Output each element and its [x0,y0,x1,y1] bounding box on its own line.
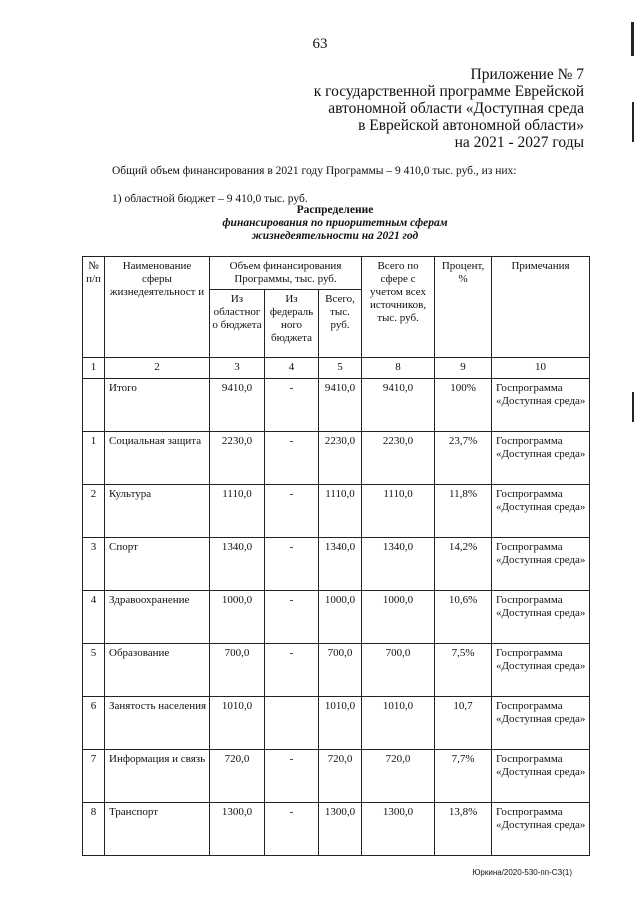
annex-line-3: автономной области «Доступная среда [328,100,584,117]
row-name: Занятость населения [105,697,210,750]
table-row [83,485,590,538]
table-title [190,204,480,243]
row-federal [265,697,319,750]
row-note: Госпрограмма «Доступная среда» [492,591,590,644]
row-federal: - [265,750,319,803]
row-note: Госпрограмма «Доступная среда» [492,379,590,432]
row-number: 7 [83,750,105,803]
document-footer-code: Юркина/2020-530-пп-СЗ(1) [472,868,572,877]
column-number: 8 [362,358,435,379]
header-regional: Из областног о бюджета [210,290,265,358]
column-number: 3 [210,358,265,379]
row-percent: 10,7 [435,697,492,750]
row-all-sources: 1300,0 [362,803,435,856]
column-number: 1 [83,358,105,379]
table-title-line-1: Распределение [296,204,374,216]
row-percent: 7,7% [435,750,492,803]
row-regional: 9410,0 [210,379,265,432]
row-federal: - [265,803,319,856]
row-percent: 13,8% [435,803,492,856]
row-name: Здравоохранение [105,591,210,644]
row-all-sources: 1340,0 [362,538,435,591]
row-regional: 2230,0 [210,432,265,485]
column-number: 4 [265,358,319,379]
row-all-sources: 2230,0 [362,432,435,485]
row-total: 1110,0 [319,485,362,538]
row-total: 1340,0 [319,538,362,591]
row-federal: - [265,644,319,697]
row-number: 6 [83,697,105,750]
page-number: 63 [312,36,328,52]
scan-edge-mark-middle [632,102,634,142]
header-funding: Объем финансирования Программы, тыс. руб. [210,257,362,290]
row-name: Социальная защита [105,432,210,485]
row-regional: 1340,0 [210,538,265,591]
annex-header [314,66,584,151]
column-number: 10 [492,358,590,379]
table-row [83,591,590,644]
row-federal: - [265,591,319,644]
funding-intro: Общий объем финансирования в 2021 году Программы – 9 410,0 тыс. руб., из них: [112,165,517,177]
header-row-1 [83,257,590,290]
header-num: № п/п [83,257,105,358]
row-regional: 1110,0 [210,485,265,538]
table-row [83,697,590,750]
header-total: Всего, тыс. руб. [319,290,362,358]
row-note: Госпрограмма «Доступная среда» [492,644,590,697]
header-name: Наименование сферы жизнедеятельност и [105,257,210,358]
row-total: 720,0 [319,750,362,803]
row-total: 1010,0 [319,697,362,750]
table-title-line-3: жизнедеятельности на 2021 год [251,230,419,242]
row-regional: 700,0 [210,644,265,697]
row-all-sources: 9410,0 [362,379,435,432]
annex-line-4: в Еврейской автономной области» [358,117,584,134]
row-name: Итого [105,379,210,432]
row-percent: 10,6% [435,591,492,644]
row-percent: 11,8% [435,485,492,538]
row-federal: - [265,485,319,538]
row-number: 1 [83,432,105,485]
row-note: Госпрограмма «Доступная среда» [492,750,590,803]
row-all-sources: 720,0 [362,750,435,803]
row-note: Госпрограмма «Доступная среда» [492,803,590,856]
table-row [83,644,590,697]
scan-edge-mark-lower [632,392,634,422]
header-percent: Процент, % [435,257,492,358]
table-row [83,803,590,856]
row-name: Культура [105,485,210,538]
row-name: Образование [105,644,210,697]
row-number [83,379,105,432]
row-name: Спорт [105,538,210,591]
row-note: Госпрограмма «Доступная среда» [492,538,590,591]
header-all-sources: Всего по сфере с учетом всех источников, тыс. руб. [362,257,435,358]
row-federal: - [265,432,319,485]
funding-table [82,256,590,856]
table-row [83,750,590,803]
row-federal: - [265,538,319,591]
table-row [83,379,590,432]
row-total: 700,0 [319,644,362,697]
row-total: 9410,0 [319,379,362,432]
row-all-sources: 1110,0 [362,485,435,538]
row-regional: 1300,0 [210,803,265,856]
annex-line-1: Приложение № 7 [470,66,584,83]
table-row [83,538,590,591]
row-percent: 7,5% [435,644,492,697]
row-note: Госпрограмма «Доступная среда» [492,485,590,538]
row-percent: 100% [435,379,492,432]
annex-line-5: на 2021 - 2027 годы [454,134,584,151]
row-total: 1300,0 [319,803,362,856]
column-number: 5 [319,358,362,379]
column-number-row [83,358,590,379]
row-regional: 720,0 [210,750,265,803]
row-federal: - [265,379,319,432]
header-notes: Примечания [492,257,590,358]
row-total: 1000,0 [319,591,362,644]
table-title-line-2: финансирования по приоритетным сферам [222,217,448,229]
row-all-sources: 1010,0 [362,697,435,750]
row-percent: 14,2% [435,538,492,591]
row-all-sources: 700,0 [362,644,435,697]
row-regional: 1000,0 [210,591,265,644]
row-number: 5 [83,644,105,697]
row-note: Госпрограмма «Доступная среда» [492,432,590,485]
row-number: 4 [83,591,105,644]
column-number: 2 [105,358,210,379]
row-number: 3 [83,538,105,591]
row-total: 2230,0 [319,432,362,485]
row-regional: 1010,0 [210,697,265,750]
annex-line-2: к государственной программе Еврейской [313,83,584,100]
column-number: 9 [435,358,492,379]
row-note: Госпрограмма «Доступная среда» [492,697,590,750]
row-percent: 23,7% [435,432,492,485]
header-federal: Из федераль ного бюджета [265,290,319,358]
table-row [83,432,590,485]
row-number: 2 [83,485,105,538]
row-number: 8 [83,803,105,856]
regional-budget-line: 1) областной бюджет – 9 410,0 тыс. руб. [112,193,308,205]
row-all-sources: 1000,0 [362,591,435,644]
row-name: Транспорт [105,803,210,856]
row-name: Информация и связь [105,750,210,803]
